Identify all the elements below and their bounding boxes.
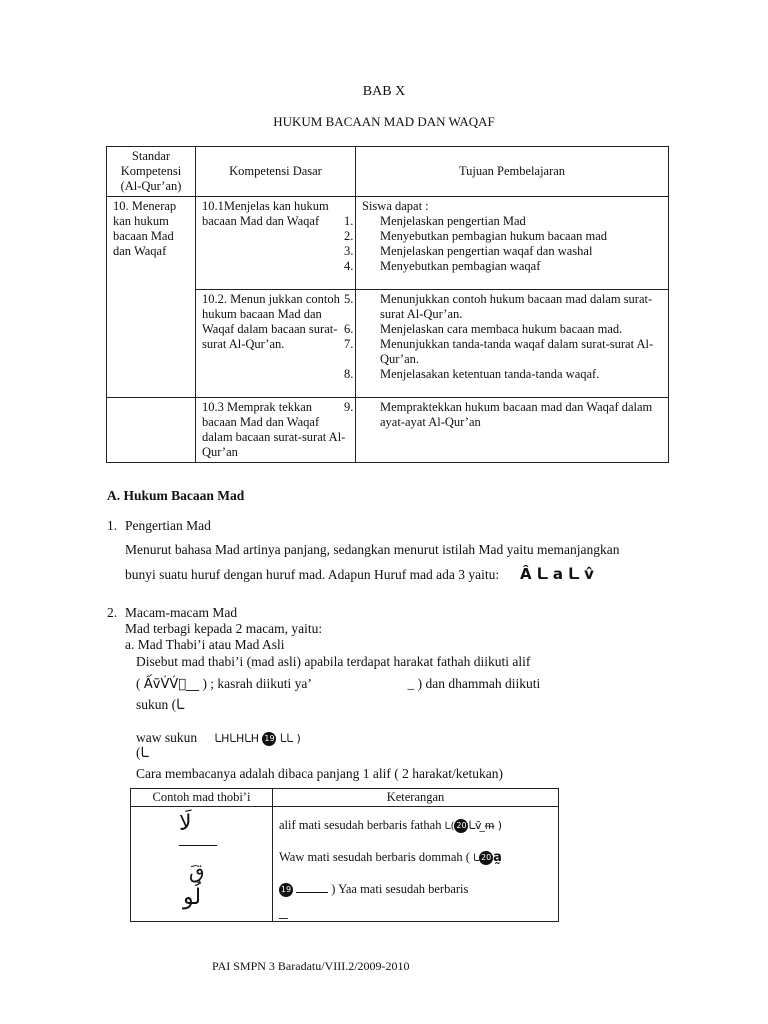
clipped-glyph-row: ـــ <box>279 911 288 922</box>
tp-2-cell: 5. Menunjukkan contoh hukum bacaan mad dalam surat-surat Al-Qur’an. 6. Menjelaskan cara membaca hukum bacaan mad. 7. Menunjukkan tanda-tanda waqaf dalam surat-surat Al-Qur’an. 8. Menjelasakan ketentuan tanda-tanda waqaf. <box>356 290 669 398</box>
mad-thabii-line-4: waw sukun ـاHـاHـاH 19 ـاـا ) <box>136 730 301 745</box>
tp-3-cell: 9. Mempraktekkan hukum bacaan mad dan Waqaf dalam ayat-ayat Al-Qur’an <box>356 398 669 463</box>
header-standar: Standar Kompetensi (Al-Qur’an) <box>107 147 196 197</box>
mad-thabii-line-2: ( ẤṽV́V́⃞__ ) ; kasrah diikuti ya’ _ ) dan dhammah diikuti <box>136 676 541 692</box>
tp-1-cell: Siswa dapat : 1. Menjelaskan pengertian Mad 2. Menyebutkan pembagian hukum bacaan mad 3. Menjelaskan pengertian waqaf dan washal 4. Menyebutkan pembagian waqaf <box>356 197 669 290</box>
kd-1-cell: 10.1Menjelas kan hukum bacaan Mad dan Waqaf <box>196 197 356 290</box>
section-a-heading: A. Hukum Bacaan Mad <box>107 488 245 503</box>
example-divider <box>179 845 217 846</box>
header-keterangan: Keterangan <box>273 789 559 807</box>
chapter-title: BAB X <box>362 84 406 99</box>
example-lu: لُو <box>183 885 202 910</box>
header-kompetensi: Kompetensi Dasar <box>196 147 356 197</box>
mad-thabii-line-1: Disebut mad thabi’i (mad asli) apabila terdapat harakat fathah diikuti alif <box>136 654 531 669</box>
glyph-circle-19: 19 <box>262 732 276 746</box>
kd-3-cell: 10.3 Memprak tekkan bacaan Mad dan Waqaf dalam bacaan surat-surat Al-Qur’an <box>196 398 356 463</box>
explanation-row-2: Waw mati sesudah berbaris dommah ( ـا 20 a̰ <box>279 850 502 865</box>
header-tujuan: Tujuan Pembelajaran <box>356 147 669 197</box>
fathah-alif-glyphs: ẤṽV́V́⃞__ <box>143 677 200 692</box>
chapter-subtitle: HUKUM BACAAN MAD DAN WAQAF <box>273 114 495 129</box>
mad-thabii-line-3: sukun (ـا <box>136 697 185 712</box>
arabic-examples-cell <box>131 807 273 922</box>
point-2-title: Macam-macam Mad <box>125 605 238 620</box>
example-la: لَا <box>179 811 192 836</box>
mad-thabii-line-5: (ـا <box>136 745 149 760</box>
waw-sukun-glyphs: ـاHـاHـاH <box>214 732 260 745</box>
explanation-row-3: 19 ) Yaa mati sesudah berbaris <box>280 882 469 896</box>
header-contoh: Contoh mad thobi’i <box>131 789 273 807</box>
explanation-row-1: alif mati sesudah berbaris fathah ـا( 20 ـاṽ ̲ᵯ ) <box>279 818 503 832</box>
point-1-label: 1. <box>107 518 118 533</box>
mad-definition-line-2: bunyi suatu huruf dengan huruf mad. Adapun Huruf mad ada 3 yaitu: <box>125 567 500 582</box>
point-1-title: Pengertian Mad <box>125 518 211 533</box>
competency-table <box>106 146 669 463</box>
mad-types-intro: Mad terbagi kepada 2 macam, yaitu: <box>125 621 323 636</box>
point-2-label: 2. <box>107 605 118 620</box>
example-qa: قَ <box>189 859 205 883</box>
page-footer: PAI SMPN 3 Baradatu/VIII.2/2009-2010 <box>212 959 410 973</box>
mad-letters: Â ـا a ـا v̂ <box>520 565 594 583</box>
mad-definition-line-1: Menurut bahasa Mad artinya panjang, sedangkan menurut istilah Mad yaitu memanjangkan <box>125 542 620 557</box>
explanation-cell <box>273 807 559 922</box>
mad-thabii-heading: a. Mad Thabi’i atau Mad Asli <box>125 637 285 652</box>
glyph-circle-20: 20 <box>454 819 468 833</box>
reading-rule: Cara membacanya adalah dibaca panjang 1 alif ( 2 harakat/ketukan) <box>136 766 503 781</box>
glyph-circle-19b: 19 <box>279 883 293 897</box>
mad-thobii-example-table <box>130 788 559 922</box>
sk-empty-cell <box>107 398 196 463</box>
kd-2-cell: 10.2. Menun jukkan contoh hukum bacaan Mad dan Waqaf dalam bacaan surat-surat Al-Qur’an. <box>196 290 356 398</box>
glyph-circle-20b: 20 <box>479 851 493 865</box>
standar-kompetensi-cell: 10. Menerap kan hukum bacaan Mad dan Waqaf <box>107 197 196 398</box>
